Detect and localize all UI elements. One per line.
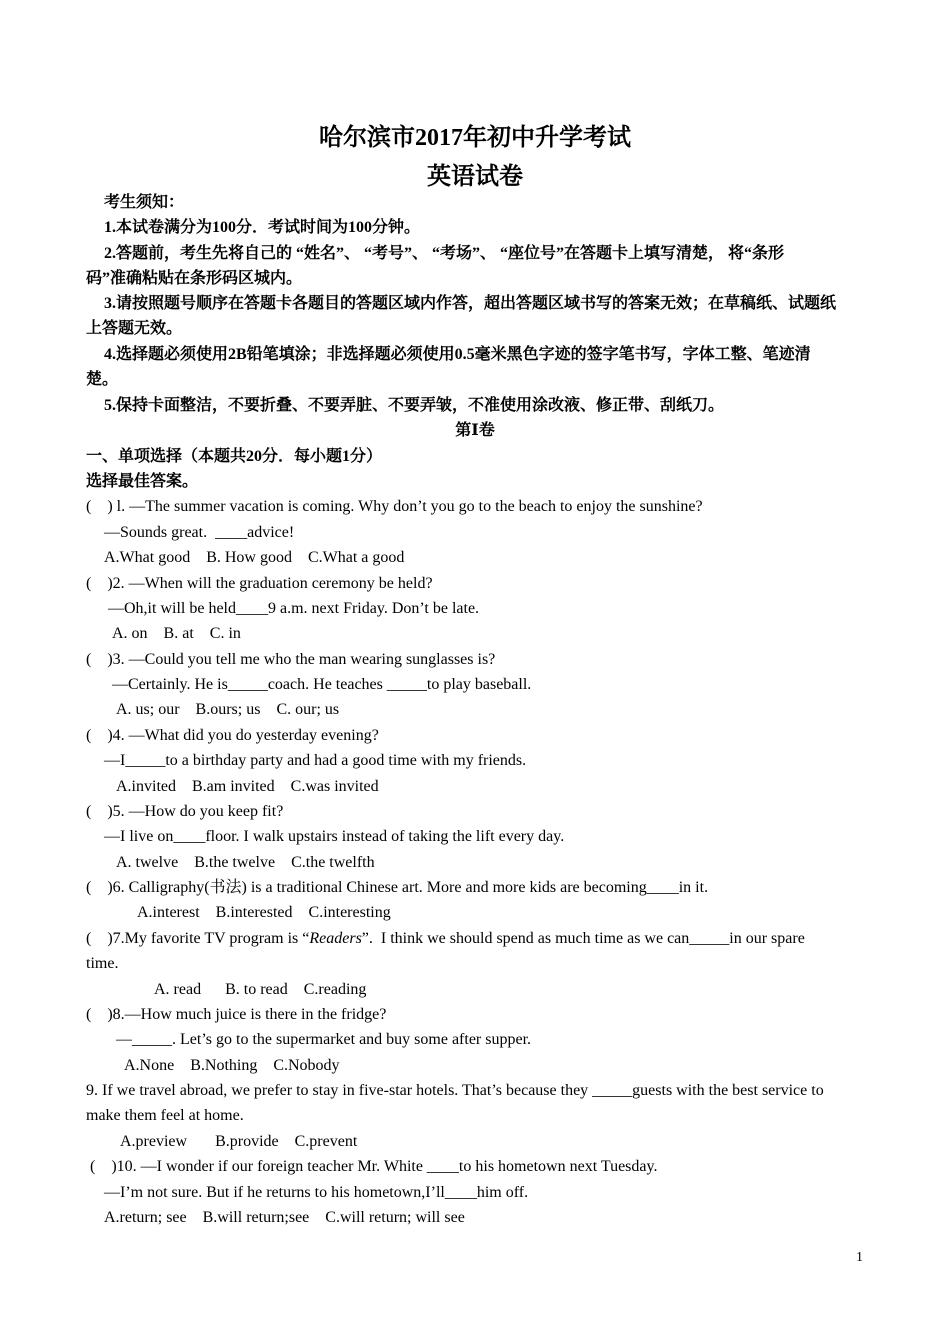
q4-reply: —I_____to a birthday party and had a good time with my friends.	[104, 752, 527, 769]
page-number: 1	[856, 1250, 863, 1265]
q4-options: A.invited B.am invited C.was invited	[116, 778, 379, 795]
notice-item-4: 4.选择题必须使用2B铅笔填涂；非选择题必须使用0.5毫米黑色字迹的签字笔书写，字体工整、笔迹清	[104, 346, 811, 363]
q5-options: A. twelve B.the twelve C.the twelfth	[116, 854, 375, 871]
volume-label: 第Ⅰ卷	[455, 422, 495, 439]
exam-title: 哈尔滨市2017年初中升学考试	[319, 125, 631, 151]
q7-stem	[86, 929, 805, 949]
q4-stem: ( )4. —What did you do yesterday evening?	[86, 727, 379, 744]
q7-options: A. read B. to read C.reading	[154, 981, 367, 998]
q10-reply: —I’m not sure. But if he returns to his hometown,I’ll____him off.	[104, 1184, 529, 1201]
q5-reply: —I live on____floor. I walk upstairs instead of taking the lift every day.	[104, 828, 565, 845]
notice-item-3-cont: 上答题无效。	[86, 320, 183, 337]
q1-stem: ( ) l. —The summer vacation is coming. Why don’t you go to the beach to enjoy the sunshine?	[86, 498, 703, 515]
q7-stem-end: ”. I think we should spend as much time as we can_____in our spare	[361, 930, 805, 947]
q7-program-name: Readers	[309, 930, 362, 947]
notice-item-2-cont: 码”准确粘贴在条形码区城内。	[86, 270, 303, 287]
notice-item-1: 1.本试卷满分为100分．考试时间为100分钟。	[104, 219, 421, 236]
q7-stem-start: ( )7.My favorite TV program is “	[86, 930, 310, 947]
q2-stem: ( )2. —When will the graduation ceremony be held?	[86, 575, 433, 592]
notice-item-5: 5.保持卡面整洁，不要折叠、不要弄脏、不要弄皱，不准使用涂改液、修正带、刮纸刀。	[104, 397, 725, 414]
q9-stem: 9. If we travel abroad, we prefer to stay in five-star hotels. That’s because they _____guests with the best service to	[86, 1082, 824, 1099]
q6-stem: ( )6. Calligraphy(书法) is a traditional Chinese art. More and more kids are becoming____in it.	[86, 879, 709, 896]
q10-options: A.return; see B.will return;see C.will return; will see	[104, 1209, 465, 1226]
notice-item-4-cont: 楚。	[86, 371, 119, 388]
q8-stem: ( )8.—How much juice is there in the fridge?	[86, 1006, 387, 1023]
section-instruction: 选择最佳答案。	[86, 473, 199, 490]
q10-stem: ( )10. —I wonder if our foreign teacher Mr. White ____to his hometown next Tuesday.	[90, 1158, 658, 1175]
notice-item-2: 2.答题前，考生先将自己的 “姓名”、 “考号”、 “考场”、 “座位号”在答题卡上填写清楚， 将“条形	[104, 245, 785, 262]
q5-stem: ( )5. —How do you keep fit?	[86, 803, 284, 820]
q2-options: A. on B. at C. in	[112, 625, 241, 642]
section-heading: 一、单项选择（本题共20分．每小题1分）	[86, 448, 383, 465]
exam-subtitle: 英语试卷	[427, 164, 523, 190]
q8-reply: —_____. Let’s go to the supermarket and buy some after supper.	[116, 1031, 532, 1048]
q2-reply: —Oh,it will be held____9 a.m. next Friday. Don’t be late.	[108, 600, 480, 617]
q7-stem-cont: time.	[86, 955, 119, 972]
notice-item-3: 3.请按照题号顺序在答题卡各题目的答题区域内作答，超出答题区域书写的答案无效；在草稿纸、试题纸	[104, 295, 837, 312]
q9-options: A.preview B.provide C.prevent	[120, 1133, 358, 1150]
q3-options: A. us; our B.ours; us C. our; us	[116, 701, 340, 718]
q1-reply: —Sounds great. ____advice!	[104, 524, 295, 541]
q3-reply: —Certainly. He is_____coach. He teaches _____to play baseball.	[112, 676, 532, 693]
q9-stem-cont: make them feel at home.	[86, 1107, 244, 1124]
q1-options: A.What good B. How good C.What a good	[104, 549, 405, 566]
q8-options: A.None B.Nothing C.Nobody	[124, 1057, 340, 1074]
notice-heading: 考生须知：	[104, 194, 185, 211]
q6-options: A.interest B.interested C.interesting	[137, 904, 391, 921]
q3-stem: ( )3. —Could you tell me who the man wearing sunglasses is?	[86, 651, 496, 668]
